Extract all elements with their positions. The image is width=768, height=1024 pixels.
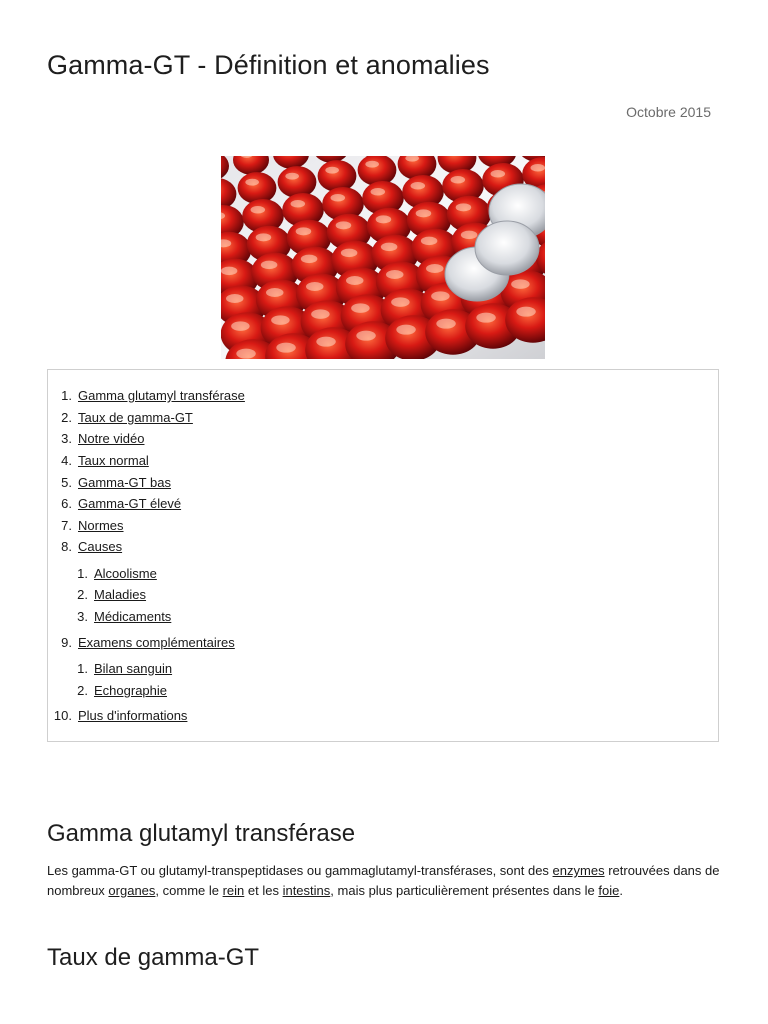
toc-number: 2. bbox=[77, 587, 88, 602]
red-bead-shape bbox=[318, 160, 357, 192]
red-bead-shape bbox=[278, 166, 317, 198]
clear-bead-shape bbox=[475, 221, 539, 275]
toc-number: 1. bbox=[77, 661, 88, 676]
link-foie[interactable]: foie bbox=[598, 882, 620, 898]
bead-highlight-shape bbox=[531, 164, 545, 171]
table-of-contents bbox=[47, 369, 719, 742]
bead-highlight-shape bbox=[381, 243, 398, 251]
bead-highlight-shape bbox=[271, 315, 289, 325]
paragraph-text: . bbox=[619, 882, 623, 898]
toc-link-taux-gamma-gt[interactable]: Taux de gamma-GT bbox=[78, 410, 193, 425]
bead-highlight-shape bbox=[346, 276, 364, 285]
toc-link-examens[interactable]: Examens complémentaires bbox=[78, 635, 235, 650]
toc-number: 1. bbox=[77, 566, 88, 581]
bead-highlight-shape bbox=[416, 209, 432, 217]
page-title: Gamma-GT - Définition et anomalies bbox=[47, 50, 490, 80]
bead-highlight-shape bbox=[325, 167, 339, 174]
bead-highlight-shape bbox=[371, 188, 386, 195]
bead-highlight-shape bbox=[296, 227, 312, 235]
bead-highlight-shape bbox=[236, 349, 255, 359]
bead-highlight-shape bbox=[301, 255, 318, 263]
toc-link-alcoolisme[interactable]: Alcoolisme bbox=[94, 566, 157, 581]
bead-highlight-shape bbox=[221, 267, 237, 275]
bead-highlight-shape bbox=[316, 337, 335, 347]
bead-highlight-shape bbox=[291, 200, 306, 207]
toc-link-maladies[interactable]: Maladies bbox=[94, 587, 147, 602]
toc-number: 2. bbox=[61, 410, 72, 425]
paragraph-text: retrouvées dans de nombreux bbox=[47, 863, 720, 898]
bead-highlight-shape bbox=[391, 297, 409, 307]
toc-number: 9. bbox=[61, 635, 72, 650]
toc-link-causes[interactable]: Causes bbox=[78, 539, 123, 554]
toc-link-notre-video[interactable]: Notre vidéo bbox=[78, 431, 145, 446]
bead-highlight-shape bbox=[456, 203, 472, 211]
toc-link-taux-normal[interactable]: Taux normal bbox=[78, 453, 149, 468]
bead-highlight-shape bbox=[311, 309, 329, 319]
toc-number: 3. bbox=[61, 431, 72, 446]
toc-number: 10. bbox=[53, 708, 72, 723]
bead-highlight-shape bbox=[331, 194, 346, 201]
bead-highlight-shape bbox=[341, 249, 358, 257]
bead-highlight-shape bbox=[491, 170, 506, 177]
toc-link-gamma-glutamyl[interactable]: Gamma glutamyl transférase bbox=[78, 388, 245, 403]
bead-highlight-shape bbox=[365, 161, 379, 168]
toc-link-gamma-gt-eleve[interactable]: Gamma-GT élevé bbox=[78, 496, 182, 511]
bead-highlight-shape bbox=[306, 282, 324, 291]
bead-highlight-shape bbox=[411, 182, 426, 189]
paragraph-text: , comme le bbox=[155, 882, 223, 898]
bead-highlight-shape bbox=[351, 303, 369, 313]
bead-highlight-shape bbox=[256, 233, 272, 241]
toc-number: 3. bbox=[77, 609, 88, 624]
bead-highlight-shape bbox=[266, 288, 284, 297]
bead-highlight-shape bbox=[396, 325, 415, 335]
bead-highlight-shape bbox=[261, 261, 278, 269]
bead-highlight-shape bbox=[386, 270, 404, 279]
bead-highlight-shape bbox=[461, 231, 478, 239]
hero-image bbox=[221, 156, 545, 359]
bead-highlight-shape bbox=[336, 221, 352, 229]
bead-highlight-shape bbox=[426, 264, 444, 273]
toc-number: 2. bbox=[77, 683, 88, 698]
paragraph-text: et les bbox=[244, 882, 283, 898]
bead-highlight-shape bbox=[511, 279, 529, 289]
bead-highlight-shape bbox=[421, 237, 438, 245]
intro-paragraph bbox=[47, 861, 727, 900]
link-organes[interactable]: organes bbox=[108, 882, 156, 898]
bead-highlight-shape bbox=[231, 321, 249, 331]
link-rein[interactable]: rein bbox=[222, 882, 245, 898]
bead-highlight-shape bbox=[276, 343, 295, 353]
toc-link-normes[interactable]: Normes bbox=[78, 518, 124, 533]
link-intestins[interactable]: intestins bbox=[282, 882, 331, 898]
toc-number: 5. bbox=[61, 475, 72, 490]
toc-number: 1. bbox=[61, 388, 72, 403]
toc-link-plus-informations[interactable]: Plus d'informations bbox=[78, 708, 188, 723]
bead-highlight-shape bbox=[245, 179, 259, 186]
bead-highlight-shape bbox=[436, 319, 455, 329]
bead-highlight-shape bbox=[431, 291, 449, 301]
toc-number: 7. bbox=[61, 518, 72, 533]
section-heading-gamma-glutamyl: Gamma glutamyl transférase bbox=[47, 820, 356, 847]
bead-highlight-shape bbox=[285, 173, 299, 180]
section-heading-taux-gamma-gt: Taux de gamma-GT bbox=[47, 944, 260, 971]
paragraph-text: Les gamma-GT ou glutamyl-transpeptidases ou gammaglutamyl-transférases, sont des bbox=[47, 863, 553, 878]
bead-highlight-shape bbox=[476, 313, 495, 323]
toc-number: 6. bbox=[61, 496, 72, 511]
red-bead-shape bbox=[238, 172, 277, 204]
toc-link-gamma-gt-bas[interactable]: Gamma-GT bas bbox=[78, 475, 171, 490]
bead-highlight-shape bbox=[516, 307, 535, 317]
toc-number: 4. bbox=[61, 453, 72, 468]
red-glass-beads-image bbox=[221, 156, 545, 359]
toc-link-medicaments[interactable]: Médicaments bbox=[94, 609, 172, 624]
bead-highlight-shape bbox=[251, 206, 266, 213]
bead-highlight-shape bbox=[376, 215, 392, 223]
toc-number: 8. bbox=[61, 539, 72, 554]
toc-link-echographie[interactable]: Echographie bbox=[94, 683, 167, 698]
paragraph-text: , mais plus particulièrement présentes dans le bbox=[330, 882, 599, 898]
bead-highlight-shape bbox=[356, 331, 375, 341]
bead-highlight-shape bbox=[451, 176, 466, 183]
link-enzymes[interactable]: enzymes bbox=[552, 863, 605, 878]
publication-date: Octobre 2015 bbox=[626, 104, 711, 120]
toc-link-bilan-sanguin[interactable]: Bilan sanguin bbox=[94, 661, 173, 676]
bead-highlight-shape bbox=[226, 294, 244, 303]
